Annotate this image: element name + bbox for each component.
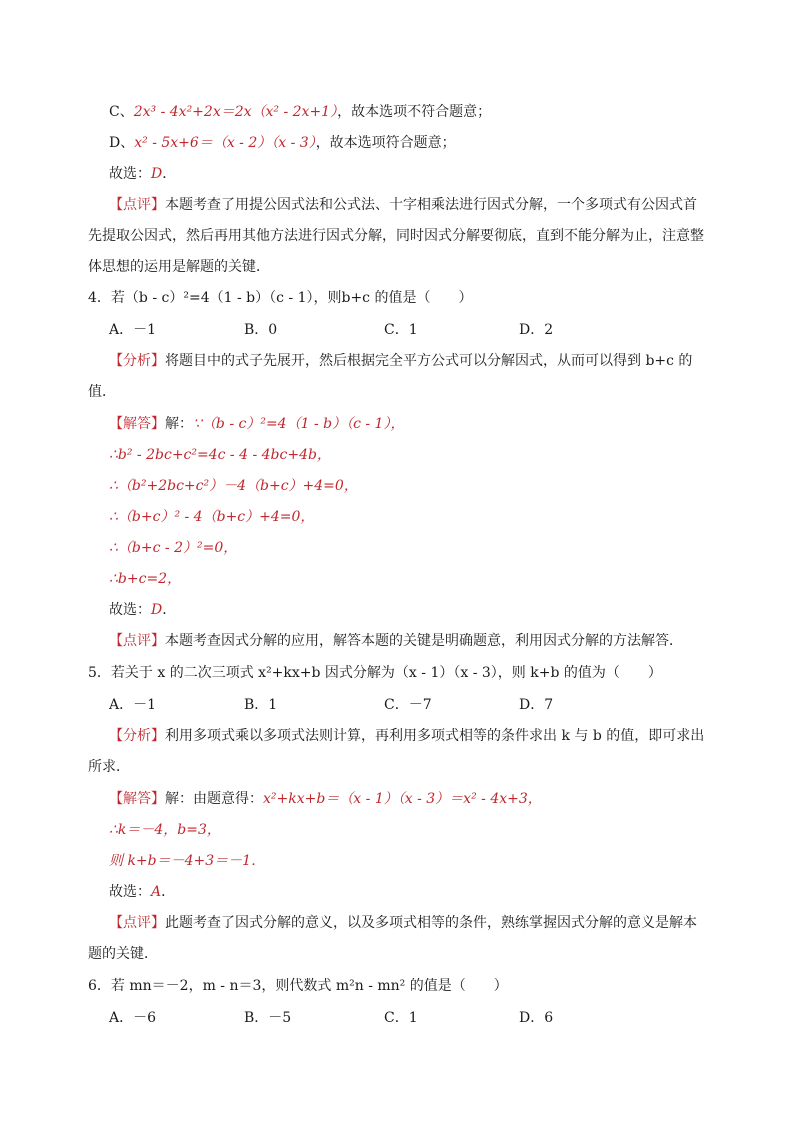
option-c: C．－7: [384, 697, 432, 713]
review-tag: 【点评】: [109, 197, 165, 213]
question-6-stem: [88, 976, 508, 996]
option-a: A．－1: [109, 697, 157, 713]
review-tag: 【点评】: [109, 915, 165, 931]
solution-lead: 解：: [165, 416, 193, 432]
question-5-solution-start: [109, 789, 542, 809]
question-text: 若 mn＝－2，m - n＝3，则代数式 m²n - mn² 的值是（ ）: [110, 978, 508, 994]
question-4-choose: [109, 600, 176, 620]
option-a: A．－6: [109, 1010, 157, 1026]
option-d: D．2: [519, 322, 554, 338]
question-5-analysis: [88, 721, 706, 783]
option-conclusion: ，故本选项符合题意；: [315, 135, 456, 151]
choose-label: 故选：: [109, 166, 151, 182]
solution-lead: 解：由题意得：: [165, 791, 263, 807]
question-5-stem: [88, 663, 662, 683]
question-number: 5．: [88, 665, 111, 681]
review-text: 本题考查了用提公因式法和公式法、十字相乘法进行因式分解，一个多项式有公因式首先提取公因式，然后再用其他方法进行因式分解，同时因式分解要彻底，直到不能分解为止，注意整体思想的运用是解题的关键．: [88, 197, 704, 275]
option-c: C．1: [384, 1010, 418, 1026]
question-5-review: [88, 908, 706, 970]
prev-option-d: [109, 133, 456, 153]
choose-label: 故选：: [109, 602, 151, 618]
question-number: 6．: [88, 978, 111, 994]
solution-step: ∴（b²+2bc+c²）－4（b+c）+4=0，: [109, 478, 358, 494]
question-4-review: [109, 631, 683, 651]
solution-step: ∴b² - 2bc+c²=4c - 4 - 4bc+4b，: [109, 447, 331, 463]
answer-value: D: [151, 166, 163, 182]
question-text: 若关于 x 的二次三项式 x²+kx+b 因式分解为（x - 1）（x - 3），则 k+b 的值为（ ）: [110, 665, 662, 681]
option-d: D．6: [519, 1010, 554, 1026]
analysis-text: 利用多项式乘以多项式法则计算，再利用多项式相等的条件求出 k 与 b 的值，即可求出所求．: [88, 728, 705, 775]
option-label: C、: [109, 104, 134, 120]
math-expression: x² - 5x+6＝（x - 2）（x - 3）: [134, 135, 316, 151]
solution-step: ∵（b - c）²=4（1 - b）（c - 1），: [193, 416, 405, 432]
choose-label: 故选：: [109, 884, 151, 900]
solution-step: ∴b+c=2，: [109, 571, 182, 587]
option-d: D．7: [519, 697, 554, 713]
prev-choose: [109, 164, 176, 184]
punctuation: ．: [162, 602, 177, 618]
question-5-choose: [109, 882, 175, 902]
question-text: 若（b - c）²=4（1 - b）（c - 1），则b+c 的值是（ ）: [110, 290, 473, 306]
solution-tag: 【解答】: [109, 791, 165, 807]
option-conclusion: ，故本选项不符合题意；: [337, 104, 492, 120]
question-4-analysis: [88, 346, 706, 408]
solution-step: 则 k+b＝－4+3＝－1．: [109, 853, 266, 869]
option-b: B．0: [244, 322, 278, 338]
punctuation: ．: [161, 884, 176, 900]
review-text: 本题考查因式分解的应用，解答本题的关键是明确题意，利用因式分解的方法解答．: [165, 633, 683, 649]
solution-tag: 【解答】: [109, 416, 165, 432]
answer-value: A: [151, 884, 162, 900]
analysis-tag: 【分析】: [109, 353, 165, 369]
review-text: 此题考查了因式分解的意义，以及多项式相等的条件，熟练掌握因式分解的意义是解本题的关键．: [88, 915, 697, 962]
prev-option-c: [109, 102, 491, 122]
math-expression: 2x³ - 4x²+2x＝2x（x² - 2x+1）: [133, 104, 338, 120]
prev-review: [88, 190, 706, 283]
option-c: C．1: [384, 322, 418, 338]
solution-step: ∴（b+c）² - 4（b+c）+4=0，: [109, 509, 315, 525]
punctuation: ．: [162, 166, 177, 182]
option-a: A．－1: [109, 322, 157, 338]
solution-step: ∴（b+c - 2）²=0，: [109, 540, 238, 556]
option-b: B．1: [244, 697, 278, 713]
answer-value: D: [151, 602, 163, 618]
solution-step: x²+kx+b＝（x - 1）（x - 3）＝x² - 4x+3，: [263, 791, 542, 807]
review-tag: 【点评】: [109, 633, 165, 649]
option-b: B．－5: [244, 1010, 292, 1026]
question-4-solution-start: [109, 414, 404, 434]
question-4-stem: [88, 288, 472, 308]
option-label: D、: [109, 135, 135, 151]
solution-step: ∴k＝－4，b=3，: [109, 822, 221, 838]
analysis-text: 将题目中的式子先展开，然后根据完全平方公式可以分解因式，从而可以得到 b+c 的值．: [88, 353, 693, 400]
question-number: 4．: [88, 290, 111, 306]
analysis-tag: 【分析】: [109, 728, 165, 744]
